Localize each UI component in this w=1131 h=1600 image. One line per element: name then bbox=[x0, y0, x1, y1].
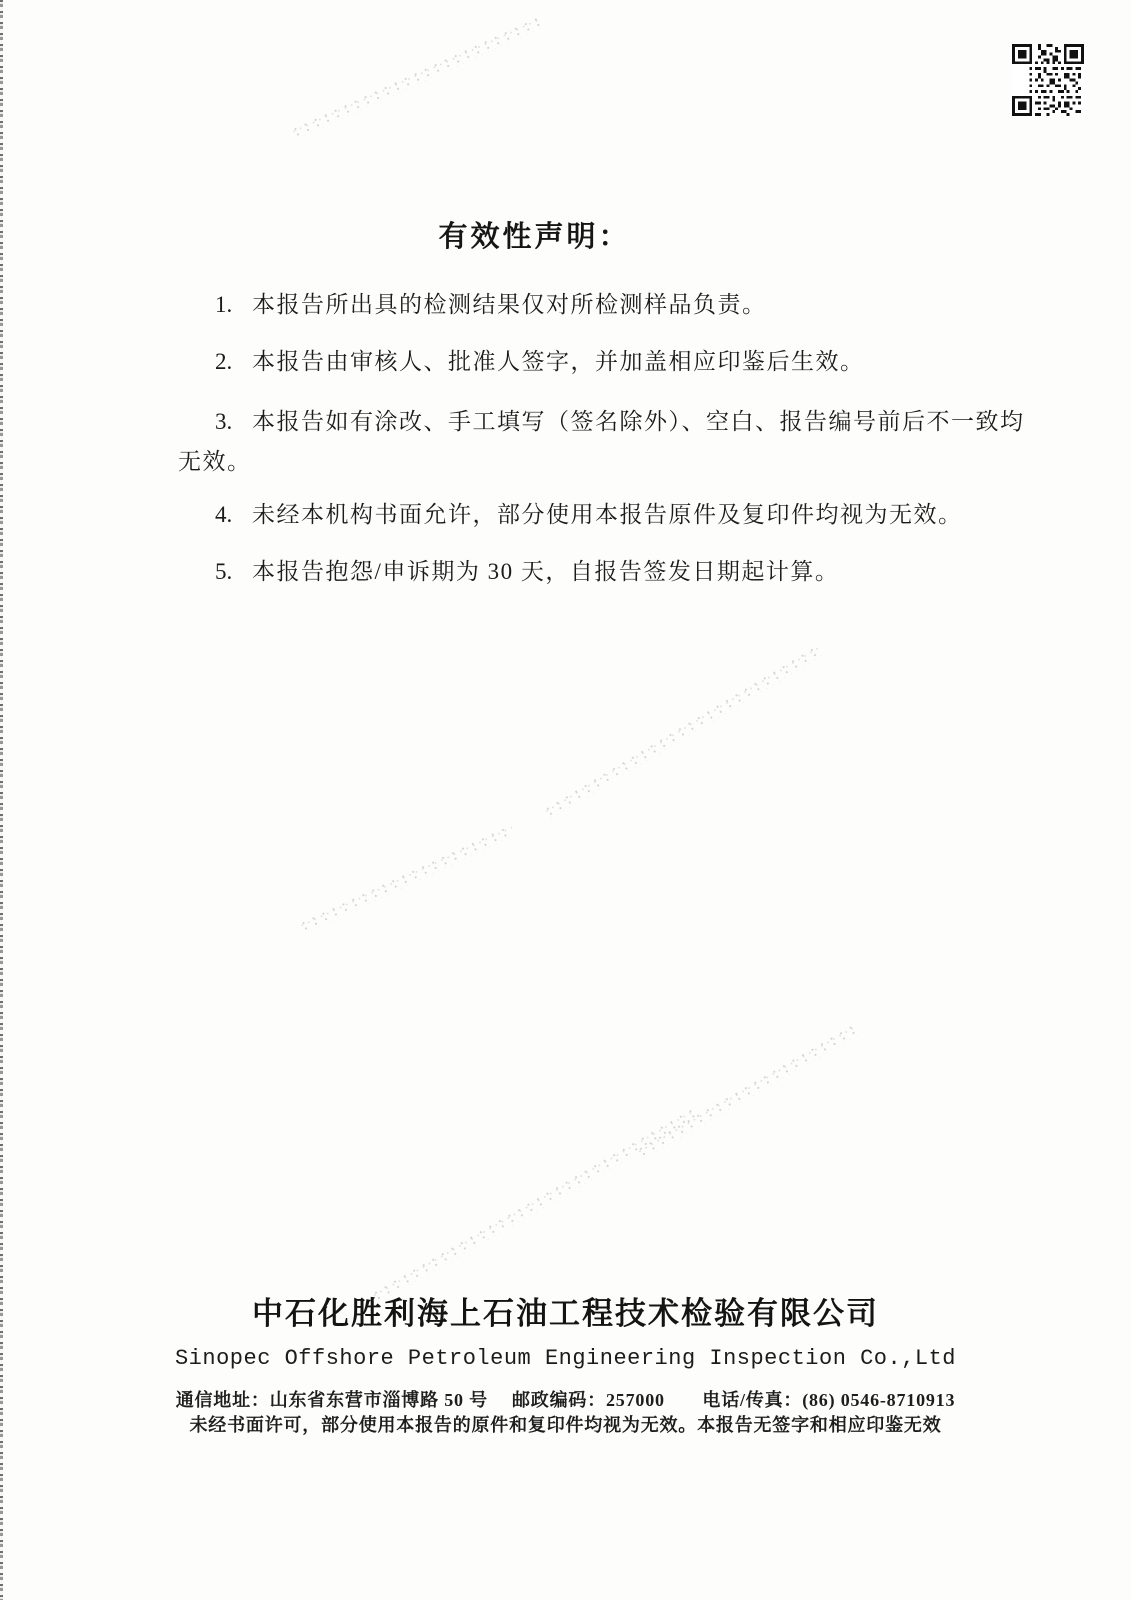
list-item-text: 本报告抱怨/申诉期为 30 天，自报告签发日期起计算。 bbox=[252, 559, 840, 584]
watermark-strip bbox=[542, 643, 825, 820]
list-item-number: 4. bbox=[215, 502, 233, 527]
list-item-number: 1. bbox=[215, 292, 233, 317]
list-item-number: 3. bbox=[215, 409, 233, 434]
list-item bbox=[215, 496, 963, 529]
list-item-text: 本报告由审核人、批准人签字，并加盖相应印鉴后生效。 bbox=[252, 349, 865, 374]
list-item-number: 5. bbox=[215, 559, 233, 584]
footer-notice-line: 未经书面许可，部分使用本报告的原件和复印件均视为无效。本报告无签字和相应印鉴无效 bbox=[189, 1415, 942, 1435]
contact-address-line: 通信地址：山东省东营市淄博路 50 号 邮政编码：257000 电话/传真：(86) 0546-8710913 bbox=[175, 1390, 956, 1410]
list-item bbox=[215, 343, 865, 376]
list-item-number: 2. bbox=[215, 349, 233, 374]
list-item bbox=[215, 403, 1025, 436]
list-item-text: 未经本机构书面允许，部分使用本报告原件及复印件均视为无效。 bbox=[252, 502, 963, 527]
watermark-strip bbox=[289, 16, 542, 141]
watermark-strip bbox=[297, 823, 515, 934]
page-title: 有效性声明： bbox=[438, 221, 631, 253]
list-item-wrap-text: 无效。 bbox=[178, 449, 252, 474]
company-name-cn: 中石化胜利海上石油工程技术检验有限公司 bbox=[252, 1296, 879, 1331]
list-item bbox=[215, 286, 767, 319]
qr-code-icon bbox=[1012, 44, 1084, 116]
watermark-strip bbox=[370, 1107, 699, 1304]
list-item bbox=[215, 553, 839, 586]
list-item-text: 本报告所出具的检测结果仅对所检测样品负责。 bbox=[252, 292, 767, 317]
company-name-en: Sinopec Offshore Petroleum Engineering Inspection Co.,Ltd bbox=[174, 1346, 957, 1371]
watermark-strip bbox=[635, 1023, 860, 1160]
list-item-text: 本报告如有涂改、手工填写（签名除外）、空白、报告编号前后不一致均 bbox=[252, 409, 1025, 434]
